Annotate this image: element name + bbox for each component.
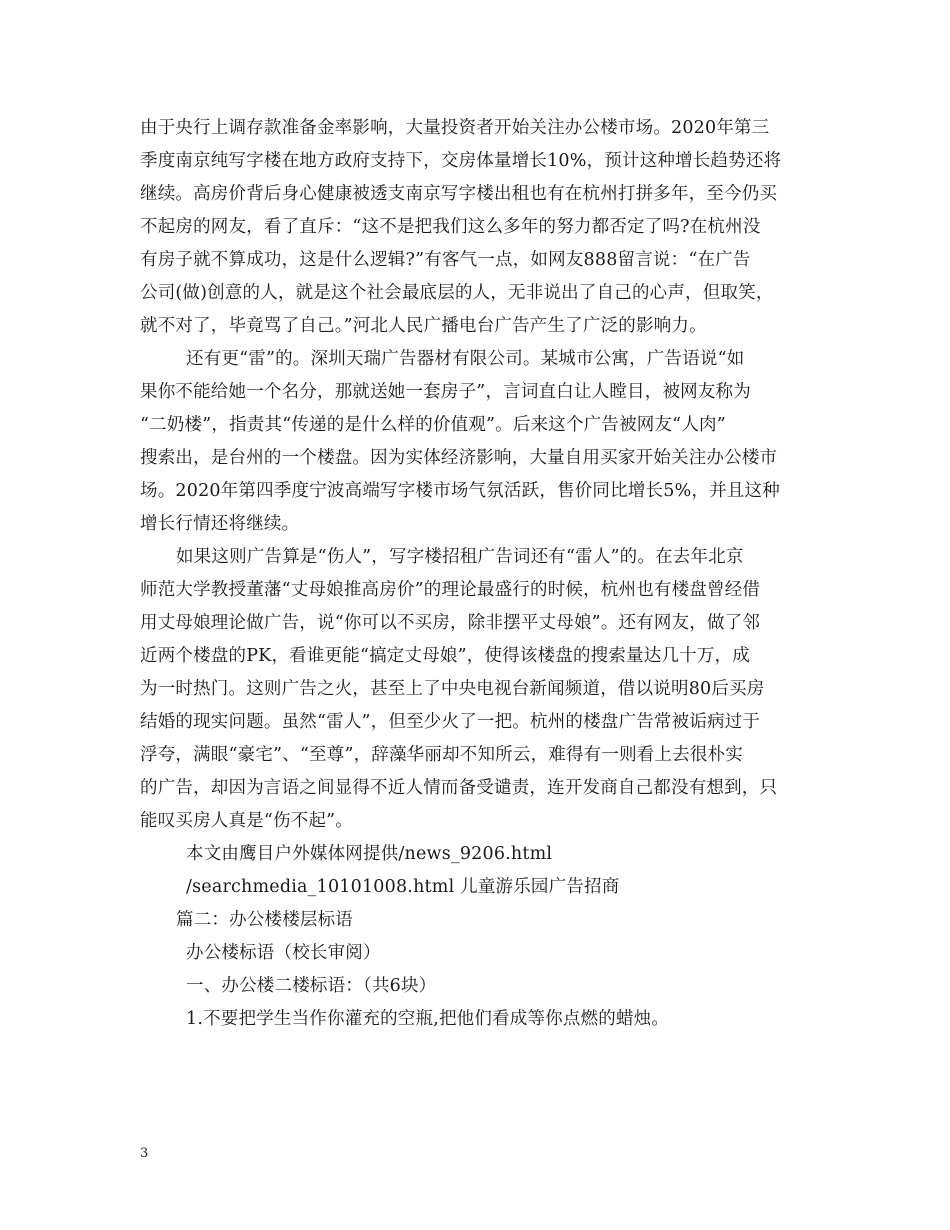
- page-number: 3: [140, 1146, 149, 1161]
- text-line: 的广告，却因为言语之间显得不近人情而备受谴责，连开发商自己都没有想到，只: [140, 778, 778, 798]
- text-line: 增长行情还将继续。: [140, 514, 300, 534]
- text-line: 公司(做)创意的人，就是这个社会最底层的人，无非说出了自己的心声，但取笑，: [140, 283, 774, 303]
- paragraph-2: [140, 343, 820, 541]
- text-line: 如果这则广告算是“伤人”，写字楼招租广告词还有“雷人”的。在去年北京: [176, 547, 744, 567]
- text-line: 结婚的现实问题。虽然“雷人”，但至少火了一把。杭州的楼盘广告常被诟病过于: [140, 712, 761, 732]
- text-line: 还有更“雷”的。深圳天瑞广告器材有限公司。某城市公寓，广告语说“如: [186, 349, 745, 369]
- text-line: 季度南京纯写字楼在地方政府支持下，交房体量增长10%，预计这种增长趋势还将: [140, 151, 782, 171]
- text-line: 师范大学教授董藩“丈母娘推高房价”的理论最盛行的时候，杭州也有楼盘曾经借: [140, 580, 761, 600]
- text-line: 不起房的网友，看了直斥：“这不是把我们这么多年的努力都否定了吗?在杭州没: [140, 217, 761, 237]
- text-line: 有房子就不算成功，这是什么逻辑?”有客气一点，如网友888留言说：“在广告: [140, 250, 751, 270]
- subheading: 办公楼标语（校长审阅）: [186, 943, 381, 963]
- text-line: 浮夸，满眼“豪宅”、“至尊”，辞藻华丽却不知所云，难得有一则看上去很朴实: [140, 745, 743, 765]
- text-line: 为一时热门。这则广告之火，甚至上了中央电视台新闻频道，借以说明80后买房: [140, 679, 765, 699]
- text-line: 果你不能给她一个名分，那就送她一套房子”，言词直白让人瞠目，被网友称为: [140, 382, 751, 402]
- list-heading: 一、办公楼二楼标语：（共6块）: [186, 976, 437, 996]
- source-line: /searchmedia_10101008.html 儿童游乐园广告招商: [186, 877, 620, 897]
- text-line: 能叹买房人真是“伤不起”。: [140, 811, 353, 831]
- text-line: 用丈母娘理论做广告，说“你可以不买房，除非摆平丈母娘”。还有网友，做了邻: [140, 613, 761, 633]
- text-line: 近两个楼盘的PK，看谁更能“搞定丈母娘”，使得该楼盘的搜索量达几十万，成: [140, 646, 750, 666]
- text-line: 场。2020年第四季度宁波高端写字楼市场气氛活跃，售价同比增长5%，并且这种: [140, 481, 780, 501]
- list-item: 1.不要把学生当作你灌充的空瓶,把他们看成等你点燃的蜡烛。: [186, 1009, 670, 1029]
- source-line: 本文由鹰目户外媒体网提供/news_9206.html: [186, 844, 553, 864]
- section-heading: 篇二：办公楼楼层标语: [176, 910, 353, 930]
- paragraph-3: [140, 541, 820, 838]
- text-line: 继续。高房价背后身心健康被透支南京写字楼出租也有在杭州打拼多年，至今仍买: [140, 184, 778, 204]
- paragraph-1: [140, 112, 820, 343]
- text-line: “二奶楼”，指责其“传递的是什么样的价值观”。后来这个广告被网友“人肉”: [140, 415, 726, 435]
- text-line: 就不对了，毕竟骂了自己。”河北人民广播电台广告产生了广泛的影响力。: [140, 316, 707, 336]
- body-text: [140, 112, 820, 1036]
- text-line: 由于央行上调存款准备金率影响，大量投资者开始关注办公楼市场。2020年第三: [140, 118, 770, 138]
- text-line: 搜索出，是台州的一个楼盘。因为实体经济影响，大量自用买家开始关注办公楼市: [140, 448, 778, 468]
